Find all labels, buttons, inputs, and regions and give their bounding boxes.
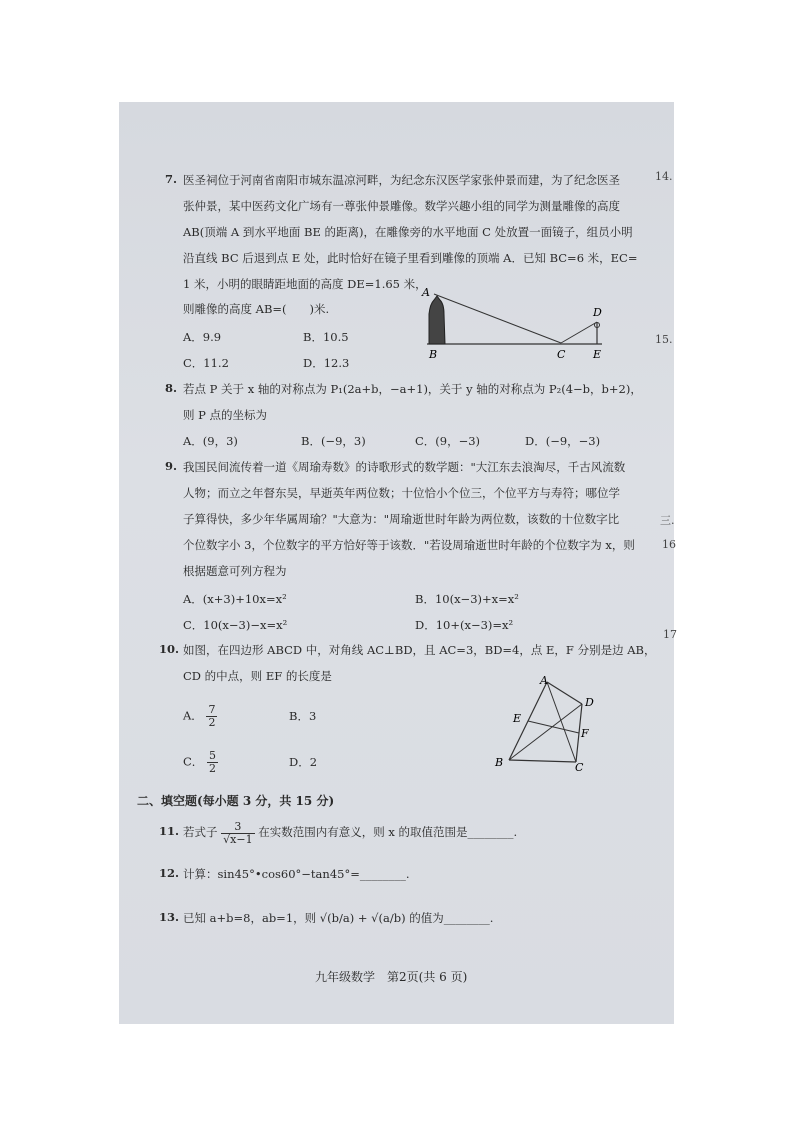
fig10-label-f: F bbox=[581, 727, 589, 740]
q7-number: 7. bbox=[165, 172, 178, 186]
q10-option-a-denominator: 2 bbox=[208, 716, 216, 729]
q12-number: 12. bbox=[159, 866, 180, 880]
q11-fraction bbox=[221, 821, 254, 846]
q8-option-d: D．(−9，−3) bbox=[525, 434, 601, 448]
edge-mark-16: 16 bbox=[662, 538, 676, 551]
fig10-label-d: D bbox=[585, 696, 594, 709]
edge-mark-15: 15. bbox=[655, 333, 673, 346]
q7-option-b: B．10.5 bbox=[303, 330, 349, 344]
fig10-label-c: C bbox=[575, 761, 584, 772]
q8-line-2: 则 P 点的坐标为 bbox=[183, 408, 268, 422]
q10-option-c-fraction bbox=[207, 750, 218, 775]
q7-line-4: 沿直线 BC 后退到点 E 处，此时恰好在镜子里看到雕像的顶端 A．已知 BC=6 米，EC= bbox=[183, 251, 638, 265]
q13-suffix: 的值为________. bbox=[409, 911, 494, 925]
q13-number: 13. bbox=[159, 910, 180, 924]
q9-line-3: 子算得快，多少年华属周瑜？"大意为："周瑜逝世时年龄为两位数，该数的十位数字比 bbox=[183, 512, 620, 526]
q10-option-b: B．3 bbox=[289, 709, 317, 723]
edge-mark-san: 三. bbox=[660, 514, 675, 527]
q11-numerator: 3 bbox=[221, 821, 254, 834]
q7-option-c: C．11.2 bbox=[183, 356, 229, 370]
edge-mark-17: 17 bbox=[663, 628, 677, 641]
q9-line-2: 人物；而立之年督东吴，早逝英年两位数；十位恰小个位三，个位平方与寿符；哪位学 bbox=[183, 486, 620, 500]
q13-text bbox=[183, 910, 493, 926]
q9-number: 9. bbox=[165, 459, 178, 473]
q10-option-a-label: A． bbox=[183, 708, 203, 723]
q10-figure bbox=[489, 672, 604, 772]
q11-number: 11. bbox=[159, 824, 180, 838]
fig7-label-d: D bbox=[593, 306, 602, 319]
q10-option-a bbox=[183, 704, 217, 729]
q7-option-a: A．9.9 bbox=[183, 330, 222, 344]
q9-option-d: D．10+(x−3)=x² bbox=[415, 618, 514, 632]
q7-option-d: D．12.3 bbox=[303, 356, 350, 370]
q10-line-2: CD 的中点，则 EF 的长度是 bbox=[183, 669, 332, 683]
fig7-label-b: B bbox=[429, 348, 438, 361]
q8-option-c: C．(9，−3) bbox=[415, 434, 481, 448]
q8-line-1: 若点 P 关于 x 轴的对称点为 P₁(2a+b，−a+1)，关于 y 轴的对称点为 P₂(4−b，b+2)， bbox=[183, 382, 642, 396]
q8-number: 8. bbox=[165, 381, 178, 395]
q9-line-1: 我国民间流传着一道《周瑜寿数》的诗歌形式的数学题："大江东去浪淘尽，千古风流数 bbox=[183, 460, 626, 474]
q10-option-c-label: C． bbox=[183, 754, 204, 769]
q11-suffix: 在实数范围内有意义，则 x 的取值范围是________. bbox=[258, 825, 518, 839]
fig7-label-a: A bbox=[422, 286, 430, 299]
q8-option-a: A．(9，3) bbox=[183, 434, 238, 448]
q13-plus: + bbox=[357, 911, 368, 925]
q10-line-1: 如图，在四边形 ABCD 中，对角线 AC⊥BD，且 AC=3，BD=4，点 E，F 分别是边 AB， bbox=[183, 643, 656, 657]
q11-prefix: 若式子 bbox=[183, 825, 218, 839]
fig10-label-e: E bbox=[513, 712, 522, 725]
q11-text bbox=[183, 818, 517, 846]
q11-denominator: √x−1 bbox=[223, 832, 253, 846]
q10-number: 10. bbox=[159, 642, 180, 656]
section-2-heading: 二、填空题(每小题 3 分，共 15 分) bbox=[137, 794, 335, 808]
q10-option-c-denominator: 2 bbox=[208, 762, 216, 775]
q8-option-b: B．(−9，3) bbox=[301, 434, 366, 448]
q7-line-3: AB(顶端 A 到水平地面 BE 的距离)，在雕像旁的水平地面 C 处放置一面镜子，组员小明 bbox=[183, 225, 633, 239]
q9-option-b: B．10(x−3)+x=x² bbox=[415, 592, 519, 606]
q9-option-a: A．(x+3)+10x=x² bbox=[183, 592, 287, 606]
fig7-label-c: C bbox=[557, 348, 566, 361]
fig10-label-b: B bbox=[495, 756, 504, 769]
q7-line-6: 则雕像的高度 AB=( )米. bbox=[183, 302, 330, 316]
q12-text: 计算：sin45°•cos60°−tan45°=________. bbox=[183, 867, 410, 881]
fig10-label-a: A bbox=[540, 674, 548, 687]
q7-line-2: 张仲景，某中医药文化广场有一尊张仲景雕像。数学兴趣小组的同学为测量雕像的高度 bbox=[183, 199, 620, 213]
scanned-page bbox=[119, 102, 674, 1024]
q10-option-a-numerator: 7 bbox=[208, 703, 216, 716]
q10-option-c-numerator: 5 bbox=[208, 749, 216, 762]
q13-prefix: 已知 a+b=8，ab=1，则 bbox=[183, 911, 317, 925]
q13-sqrt-a-over-b: √(a/b) bbox=[371, 911, 406, 925]
q9-line-4: 个位数字小 3，个位数字的平方恰好等于该数．"若设周瑜逝世时年龄的个位数字为 x，则 bbox=[183, 538, 635, 552]
q10-option-d: D．2 bbox=[289, 755, 318, 769]
edge-mark-14: 14. bbox=[655, 170, 673, 183]
q7-line-1: 医圣祠位于河南省南阳市城东温凉河畔，为纪念东汉医学家张仲景而建，为了纪念医圣 bbox=[183, 173, 620, 187]
q7-line-5: 1 米，小明的眼睛距地面的高度 DE=1.65 米， bbox=[183, 277, 427, 291]
q13-sqrt-b-over-a: √(b/a) bbox=[319, 911, 355, 925]
q7-figure bbox=[417, 286, 609, 364]
q10-option-a-fraction bbox=[206, 704, 217, 729]
fig7-label-e: E bbox=[593, 348, 602, 361]
q10-option-c bbox=[183, 750, 218, 775]
page-footer: 九年级数学 第2页(共 6 页) bbox=[315, 970, 468, 984]
q9-line-5: 根据题意可列方程为 bbox=[183, 564, 287, 578]
q9-option-c: C．10(x−3)−x=x² bbox=[183, 618, 288, 632]
